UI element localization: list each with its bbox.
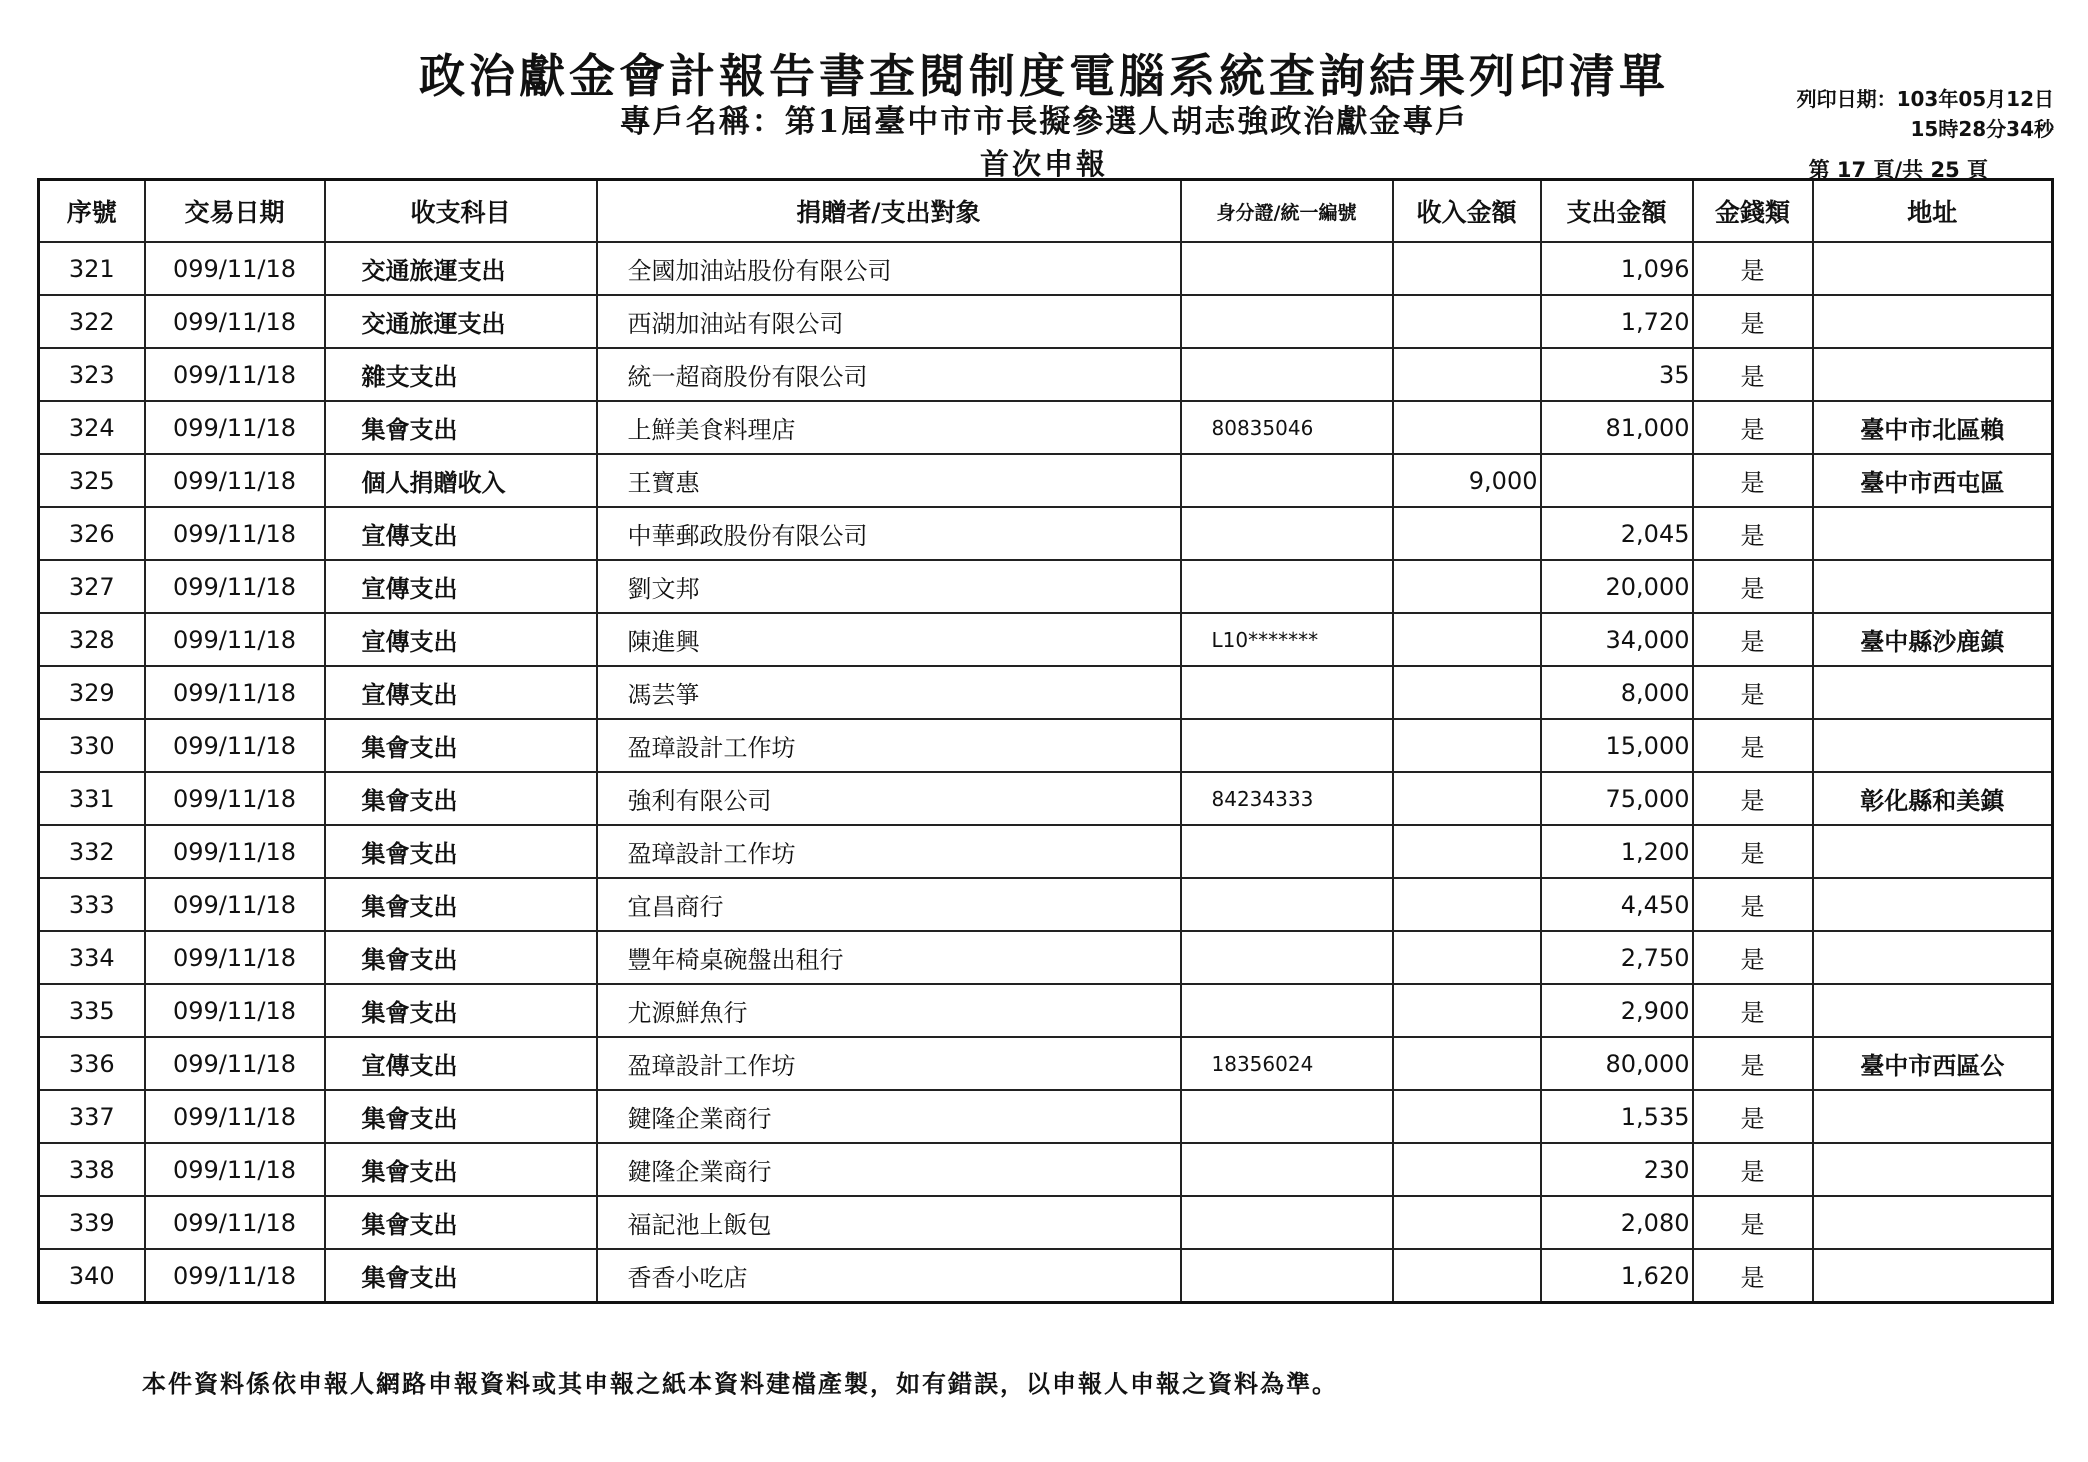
cell-category: 集會支出 <box>325 1143 597 1196</box>
table-row <box>39 1143 2053 1196</box>
cell-income <box>1393 242 1541 295</box>
table-row <box>39 1090 2053 1143</box>
cell-category: 交通旅運支出 <box>325 242 597 295</box>
column-header-date: 交易日期 <box>145 180 325 243</box>
cell-no: 324 <box>39 401 145 454</box>
cell-id: 84234333 <box>1181 772 1393 825</box>
cell-date: 099/11/18 <box>145 507 325 560</box>
cell-no: 330 <box>39 719 145 772</box>
cell-address <box>1813 931 2053 984</box>
cell-income <box>1393 878 1541 931</box>
cell-expense <box>1541 454 1693 507</box>
cell-address <box>1813 719 2053 772</box>
column-header-address: 地址 <box>1813 180 2053 243</box>
cell-id <box>1181 242 1393 295</box>
cell-category: 集會支出 <box>325 878 597 931</box>
cell-id <box>1181 878 1393 931</box>
cell-monetary: 是 <box>1693 613 1813 666</box>
cell-no: 323 <box>39 348 145 401</box>
cell-id <box>1181 719 1393 772</box>
table-row <box>39 348 2053 401</box>
table-body <box>39 242 2053 1303</box>
cell-date: 099/11/18 <box>145 931 325 984</box>
cell-date: 099/11/18 <box>145 825 325 878</box>
cell-address <box>1813 1090 2053 1143</box>
print-date: 列印日期：103年05月12日 <box>1796 87 2054 111</box>
cell-category: 宣傳支出 <box>325 613 597 666</box>
cell-date: 099/11/18 <box>145 242 325 295</box>
cell-date: 099/11/18 <box>145 666 325 719</box>
print-time: 15時28分34秒 <box>1910 117 2054 141</box>
cell-monetary: 是 <box>1693 401 1813 454</box>
cell-income <box>1393 1037 1541 1090</box>
table-row <box>39 507 2053 560</box>
cell-no: 328 <box>39 613 145 666</box>
cell-address: 臺中市北區賴 <box>1813 401 2053 454</box>
cell-date: 099/11/18 <box>145 613 325 666</box>
cell-expense: 1,200 <box>1541 825 1693 878</box>
cell-monetary: 是 <box>1693 1196 1813 1249</box>
cell-category: 交通旅運支出 <box>325 295 597 348</box>
table-row <box>39 825 2053 878</box>
cell-no: 332 <box>39 825 145 878</box>
table-header-row <box>39 180 2053 243</box>
cell-no: 325 <box>39 454 145 507</box>
cell-address <box>1813 348 2053 401</box>
cell-no: 339 <box>39 1196 145 1249</box>
cell-expense: 2,045 <box>1541 507 1693 560</box>
cell-expense: 1,620 <box>1541 1249 1693 1303</box>
cell-category: 集會支出 <box>325 984 597 1037</box>
cell-party: 盈璋設計工作坊 <box>597 1037 1181 1090</box>
cell-id: 80835046 <box>1181 401 1393 454</box>
cell-category: 集會支出 <box>325 772 597 825</box>
cell-monetary: 是 <box>1693 1037 1813 1090</box>
cell-expense: 35 <box>1541 348 1693 401</box>
cell-address <box>1813 984 2053 1037</box>
cell-income <box>1393 560 1541 613</box>
cell-no: 331 <box>39 772 145 825</box>
cell-party: 盈璋設計工作坊 <box>597 719 1181 772</box>
cell-income <box>1393 825 1541 878</box>
print-info <box>1797 84 2054 144</box>
cell-address <box>1813 1249 2053 1303</box>
cell-party: 福記池上飯包 <box>597 1196 1181 1249</box>
table-row <box>39 401 2053 454</box>
cell-date: 099/11/18 <box>145 454 325 507</box>
cell-party: 強利有限公司 <box>597 772 1181 825</box>
cell-income: 9,000 <box>1393 454 1541 507</box>
cell-monetary: 是 <box>1693 825 1813 878</box>
cell-id: L10******* <box>1181 613 1393 666</box>
cell-no: 335 <box>39 984 145 1037</box>
cell-monetary: 是 <box>1693 348 1813 401</box>
cell-party: 劉文邦 <box>597 560 1181 613</box>
cell-address: 彰化縣和美鎮 <box>1813 772 2053 825</box>
cell-party: 全國加油站股份有限公司 <box>597 242 1181 295</box>
cell-date: 099/11/18 <box>145 772 325 825</box>
cell-expense: 1,535 <box>1541 1090 1693 1143</box>
table-row <box>39 719 2053 772</box>
column-header-category: 收支科目 <box>325 180 597 243</box>
cell-date: 099/11/18 <box>145 1249 325 1303</box>
table-row <box>39 1249 2053 1303</box>
cell-id <box>1181 1249 1393 1303</box>
cell-category: 集會支出 <box>325 719 597 772</box>
cell-no: 333 <box>39 878 145 931</box>
cell-id <box>1181 560 1393 613</box>
cell-income <box>1393 1090 1541 1143</box>
table-row <box>39 1196 2053 1249</box>
cell-party: 王寶惠 <box>597 454 1181 507</box>
table-row <box>39 295 2053 348</box>
cell-monetary: 是 <box>1693 984 1813 1037</box>
table-row <box>39 242 2053 295</box>
cell-id <box>1181 507 1393 560</box>
cell-income <box>1393 401 1541 454</box>
cell-income <box>1393 719 1541 772</box>
cell-address <box>1813 666 2053 719</box>
cell-no: 338 <box>39 1143 145 1196</box>
table-row <box>39 984 2053 1037</box>
cell-expense: 230 <box>1541 1143 1693 1196</box>
cell-monetary: 是 <box>1693 507 1813 560</box>
cell-no: 340 <box>39 1249 145 1303</box>
cell-monetary: 是 <box>1693 1090 1813 1143</box>
cell-id <box>1181 825 1393 878</box>
cell-category: 雜支支出 <box>325 348 597 401</box>
cell-category: 集會支出 <box>325 931 597 984</box>
page-title: 政治獻金會計報告書查閱制度電腦系統查詢結果列印清單 <box>419 49 1669 103</box>
cell-income <box>1393 1143 1541 1196</box>
cell-expense: 4,450 <box>1541 878 1693 931</box>
cell-party: 鍵隆企業商行 <box>597 1090 1181 1143</box>
cell-expense: 15,000 <box>1541 719 1693 772</box>
cell-date: 099/11/18 <box>145 295 325 348</box>
cell-id <box>1181 1196 1393 1249</box>
cell-address <box>1813 295 2053 348</box>
cell-monetary: 是 <box>1693 1143 1813 1196</box>
cell-address <box>1813 878 2053 931</box>
cell-id <box>1181 454 1393 507</box>
footer-note: 本件資料係依申報人網路申報資料或其申報之紙本資料建檔產製，如有錯誤，以申報人申報之資料為準。 <box>142 1369 1338 1398</box>
cell-income <box>1393 348 1541 401</box>
cell-no: 329 <box>39 666 145 719</box>
table-row <box>39 454 2053 507</box>
table-row <box>39 666 2053 719</box>
cell-date: 099/11/18 <box>145 1090 325 1143</box>
cell-income <box>1393 507 1541 560</box>
cell-no: 326 <box>39 507 145 560</box>
cell-no: 327 <box>39 560 145 613</box>
cell-party: 中華郵政股份有限公司 <box>597 507 1181 560</box>
cell-party: 西湖加油站有限公司 <box>597 295 1181 348</box>
column-header-income: 收入金額 <box>1393 180 1541 243</box>
cell-monetary: 是 <box>1693 1249 1813 1303</box>
table-row <box>39 931 2053 984</box>
cell-address <box>1813 1196 2053 1249</box>
cell-id <box>1181 984 1393 1037</box>
cell-expense: 34,000 <box>1541 613 1693 666</box>
cell-party: 鍵隆企業商行 <box>597 1143 1181 1196</box>
cell-expense: 81,000 <box>1541 401 1693 454</box>
cell-date: 099/11/18 <box>145 878 325 931</box>
cell-party: 上鮮美食料理店 <box>597 401 1181 454</box>
column-header-party: 捐贈者/支出對象 <box>597 180 1181 243</box>
page-number: 第 17 頁/共 25 頁 <box>1808 158 1988 182</box>
cell-category: 集會支出 <box>325 401 597 454</box>
cell-id: 18356024 <box>1181 1037 1393 1090</box>
cell-id <box>1181 295 1393 348</box>
cell-party: 陳進興 <box>597 613 1181 666</box>
cell-no: 336 <box>39 1037 145 1090</box>
cell-party: 香香小吃店 <box>597 1249 1181 1303</box>
cell-monetary: 是 <box>1693 772 1813 825</box>
table-row <box>39 560 2053 613</box>
cell-id <box>1181 1143 1393 1196</box>
table-row <box>39 772 2053 825</box>
cell-category: 宣傳支出 <box>325 560 597 613</box>
cell-party: 統一超商股份有限公司 <box>597 348 1181 401</box>
report-type: 首次申報 <box>979 147 1108 181</box>
cell-no: 337 <box>39 1090 145 1143</box>
cell-income <box>1393 1196 1541 1249</box>
cell-date: 099/11/18 <box>145 560 325 613</box>
cell-category: 集會支出 <box>325 1196 597 1249</box>
cell-party: 尤源鮮魚行 <box>597 984 1181 1037</box>
cell-party: 盈璋設計工作坊 <box>597 825 1181 878</box>
cell-date: 099/11/18 <box>145 719 325 772</box>
cell-expense: 2,900 <box>1541 984 1693 1037</box>
cell-no: 321 <box>39 242 145 295</box>
cell-category: 個人捐贈收入 <box>325 454 597 507</box>
cell-address <box>1813 825 2053 878</box>
cell-income <box>1393 1249 1541 1303</box>
cell-category: 集會支出 <box>325 825 597 878</box>
table-row <box>39 613 2053 666</box>
cell-expense: 1,720 <box>1541 295 1693 348</box>
column-header-expense: 支出金額 <box>1541 180 1693 243</box>
cell-category: 宣傳支出 <box>325 1037 597 1090</box>
cell-expense: 8,000 <box>1541 666 1693 719</box>
cell-id <box>1181 666 1393 719</box>
cell-income <box>1393 772 1541 825</box>
table-row <box>39 878 2053 931</box>
cell-address <box>1813 507 2053 560</box>
column-header-no: 序號 <box>39 180 145 243</box>
cell-monetary: 是 <box>1693 666 1813 719</box>
column-header-monetary: 金錢類 <box>1693 180 1813 243</box>
cell-party: 豐年椅桌碗盤出租行 <box>597 931 1181 984</box>
cell-category: 宣傳支出 <box>325 507 597 560</box>
cell-expense: 2,080 <box>1541 1196 1693 1249</box>
table-row <box>39 1037 2053 1090</box>
cell-address <box>1813 1143 2053 1196</box>
cell-expense: 20,000 <box>1541 560 1693 613</box>
cell-date: 099/11/18 <box>145 1196 325 1249</box>
cell-no: 334 <box>39 931 145 984</box>
cell-income <box>1393 295 1541 348</box>
cell-category: 集會支出 <box>325 1249 597 1303</box>
cell-date: 099/11/18 <box>145 348 325 401</box>
cell-date: 099/11/18 <box>145 1037 325 1090</box>
cell-address: 臺中市西屯區 <box>1813 454 2053 507</box>
cell-income <box>1393 984 1541 1037</box>
cell-category: 宣傳支出 <box>325 666 597 719</box>
cell-id <box>1181 348 1393 401</box>
cell-category: 集會支出 <box>325 1090 597 1143</box>
cell-monetary: 是 <box>1693 454 1813 507</box>
cell-expense: 1,096 <box>1541 242 1693 295</box>
records-table <box>37 178 2054 1304</box>
cell-address <box>1813 560 2053 613</box>
cell-no: 322 <box>39 295 145 348</box>
cell-monetary: 是 <box>1693 242 1813 295</box>
cell-monetary: 是 <box>1693 878 1813 931</box>
cell-id <box>1181 931 1393 984</box>
cell-expense: 75,000 <box>1541 772 1693 825</box>
column-header-id: 身分證/統一編號 <box>1181 180 1393 243</box>
cell-date: 099/11/18 <box>145 401 325 454</box>
cell-monetary: 是 <box>1693 295 1813 348</box>
cell-monetary: 是 <box>1693 719 1813 772</box>
cell-party: 宜昌商行 <box>597 878 1181 931</box>
cell-date: 099/11/18 <box>145 1143 325 1196</box>
cell-income <box>1393 613 1541 666</box>
cell-expense: 2,750 <box>1541 931 1693 984</box>
cell-id <box>1181 1090 1393 1143</box>
cell-monetary: 是 <box>1693 931 1813 984</box>
cell-address <box>1813 242 2053 295</box>
cell-party: 馮芸箏 <box>597 666 1181 719</box>
cell-address: 臺中縣沙鹿鎮 <box>1813 613 2053 666</box>
account-name: 專戶名稱：第1屆臺中市市長擬參選人胡志強政治獻金專戶 <box>619 104 1469 140</box>
cell-income <box>1393 931 1541 984</box>
cell-expense: 80,000 <box>1541 1037 1693 1090</box>
cell-income <box>1393 666 1541 719</box>
cell-address: 臺中市西區公 <box>1813 1037 2053 1090</box>
cell-monetary: 是 <box>1693 560 1813 613</box>
cell-date: 099/11/18 <box>145 984 325 1037</box>
